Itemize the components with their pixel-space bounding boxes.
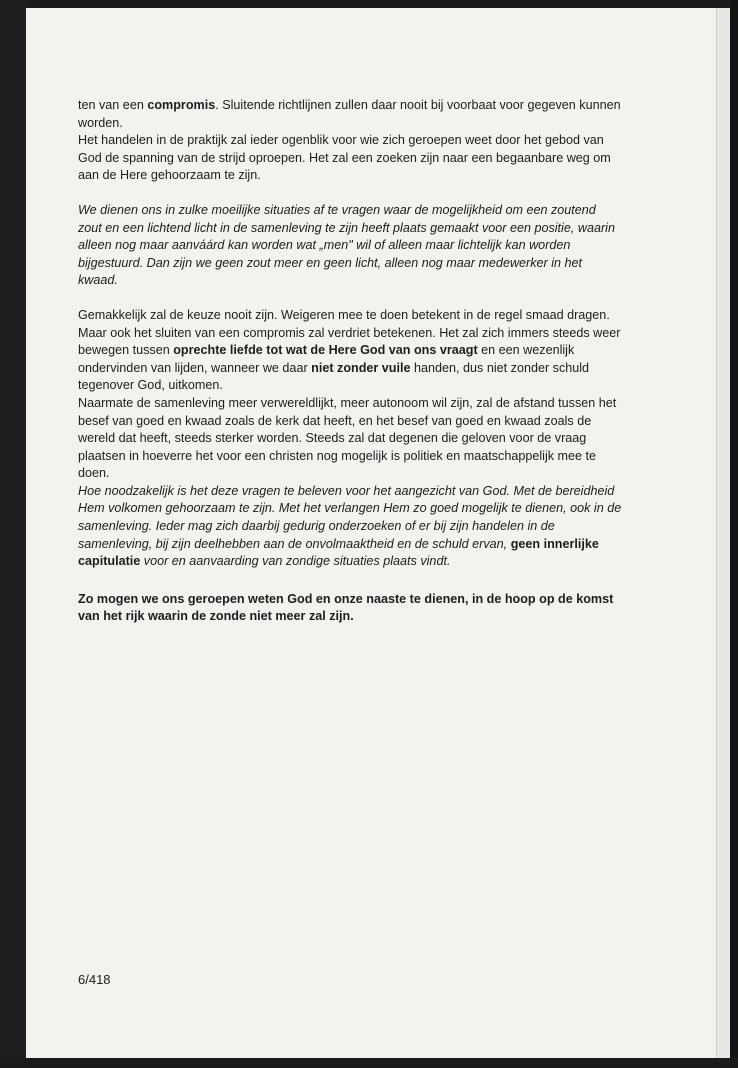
paragraph-compromis <box>78 97 623 132</box>
bold-phrase: niet zonder vuile <box>311 360 411 375</box>
scan-border-left <box>0 0 26 1068</box>
page-number: 6/418 <box>78 972 111 987</box>
bold-phrase: geen innerlijke capitulatie <box>78 536 599 569</box>
paragraph-italic-noodzakelijk <box>78 483 623 571</box>
document-body <box>78 97 623 626</box>
text-run: Gemakkelijk zal de keuze nooit zijn. Weigeren mee te doen betekent in de regel smaad dragen. Maar ook het sluiten van een compromis zal verdriet betekenen. Het zal zich immers steeds weer bewegen tussen <box>78 307 621 358</box>
text-run: . Sluitende richtlijnen zullen daar nooit bij voorbaat voor gegeven kunnen worden. <box>78 98 621 130</box>
text-run: Hoe noodzakelijk is het deze vragen te beleven voor het aangezicht van God. Met de bereidheid Hem volkomen gehoorzaam te zijn. Met het verlangen Hem zo goed mogelijk te dienen, ook in de samenleving. Ieder mag zich daarbij gedurig onderzoeken of er bij zijn handelen in de samenleving, bij zijn deelhebben aan de onvolmaaktheid en de schuld ervan, <box>78 483 622 551</box>
text-run: ten van een <box>78 98 148 112</box>
bold-term: compromis <box>147 98 216 112</box>
scan-border-bottom <box>0 1058 738 1068</box>
page-edge <box>716 8 731 1058</box>
paragraph-samenleving: Naarmate de samenleving meer verwereldlijkt, meer autonoom wil zijn, zal de afstand tussen het besef van goed en kwaad zoals de kerk dat heeft, en het besef van goed en kwaad zoals de wereld dat heeft, steeds sterker worden. Steeds zal dat degenen die geloven voor de vraag plaatsen in hoeverre het voor een christen nog mogelijk is politiek en maatschappelijk mee te doen. <box>78 395 617 481</box>
paragraph-closing-bold: Zo mogen we ons geroepen weten God en onze naaste te dienen, in de hoop op de komst van het rijk waarin de zonde niet meer zal zijn. <box>78 591 614 624</box>
bold-phrase: oprechte liefde tot wat de Here God van ons vraagt <box>173 343 478 358</box>
text-run: handen, dus niet zonder schuld tegenover God, uitkomen. <box>78 360 590 393</box>
scan-border-right <box>730 0 738 1068</box>
paragraph-praktijk: Het handelen in de praktijk zal ieder ogenblik voor wie zich geroepen weet door het gebod van God de spanning van de strijd oproepen. Het zal een zoeken zijn naar een begaanbare weg om aan de Here gehoorzaam te zijn. <box>78 133 611 183</box>
text-run: voor en aanvaarding van zondige situaties plaats vindt. <box>140 554 451 569</box>
paragraph-keuze <box>78 307 623 395</box>
paragraph-italic-situaties: We dienen ons in zulke moeilijke situaties af te vragen waar de mogelijkheid om een zoutend zout en een lichtend licht in de samenleving te zijn heeft plaats gemaakt voor een positie, waarin alleen nog maar aanváárd kan worden wat „men" wil of alleen maar lichtelijk kan worden bijgestuurd. Dan zijn we geen zout meer en geen licht, alleen nog maar medewerker in het kwaad. <box>78 202 615 288</box>
scan-border-top <box>0 0 738 8</box>
text-run: en een wezenlijk ondervinden van lijden, wanneer we daar <box>78 343 575 375</box>
